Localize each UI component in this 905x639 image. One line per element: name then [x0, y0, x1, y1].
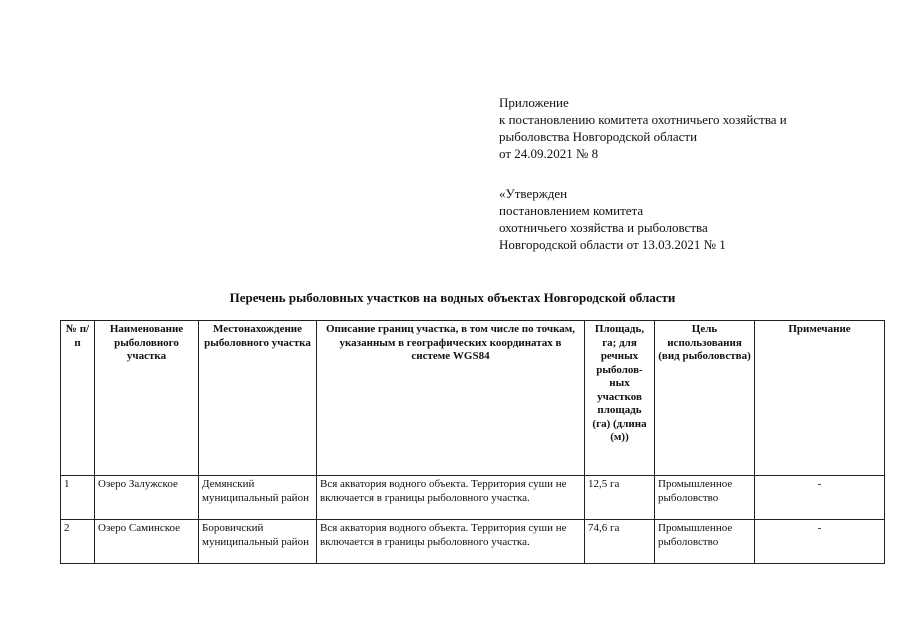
cell-area: 12,5 га — [585, 476, 655, 520]
cell-location: Демянский муниципальный район — [199, 476, 317, 520]
approval-line: Новгородской области от 13.03.2021 № 1 — [499, 237, 726, 252]
cell-purpose: Промышленное рыболовство — [655, 476, 755, 520]
header-description: Описание границ участка, в том числе по точкам, указанным в географических координатах в системе WGS84 — [317, 321, 585, 476]
header-location: Местонахождение рыболовного участка — [199, 321, 317, 476]
header-name: Наименование рыболовного участка — [95, 321, 199, 476]
cell-area: 74,6 га — [585, 520, 655, 564]
table-header-row — [61, 321, 885, 476]
cell-number: 2 — [61, 520, 95, 564]
header-number: № п/п — [61, 321, 95, 476]
appendix-block — [499, 94, 787, 162]
header-purpose: Цель использования (вид рыболовства) — [655, 321, 755, 476]
cell-purpose: Промышленное рыболовство — [655, 520, 755, 564]
appendix-line: к постановлению комитета охотничьего хозяйства и — [499, 112, 787, 127]
document-title: Перечень рыболовных участков на водных объектах Новгородской области — [229, 290, 676, 305]
approval-line: «Утвержден — [499, 186, 568, 201]
table-row — [61, 520, 885, 564]
appendix-line: рыболовства Новгородской области — [499, 129, 698, 144]
table-row — [61, 476, 885, 520]
cell-note: - — [755, 520, 885, 564]
appendix-line: Приложение — [499, 95, 569, 110]
cell-name: Озеро Саминское — [95, 520, 199, 564]
approval-line: постановлением комитета — [499, 203, 644, 218]
appendix-line: от 24.09.2021 № 8 — [499, 146, 599, 161]
cell-name: Озеро Залужское — [95, 476, 199, 520]
header-area: Площадь, га; для речных рыболов-ных участков площадь (га) (длина (м)) — [585, 321, 655, 476]
cell-number: 1 — [61, 476, 95, 520]
header-note: Примечание — [755, 321, 885, 476]
approval-block — [499, 185, 726, 253]
approval-line: охотничьего хозяйства и рыболовства — [499, 220, 708, 235]
cell-note: - — [755, 476, 885, 520]
cell-location: Боровичский муниципальный район — [199, 520, 317, 564]
cell-description: Вся акватория водного объекта. Территория суши не включается в границы рыболовного участка. — [317, 520, 585, 564]
fishing-areas-table — [60, 320, 885, 564]
cell-description: Вся акватория водного объекта. Территория суши не включается в границы рыболовного участка. — [317, 476, 585, 520]
